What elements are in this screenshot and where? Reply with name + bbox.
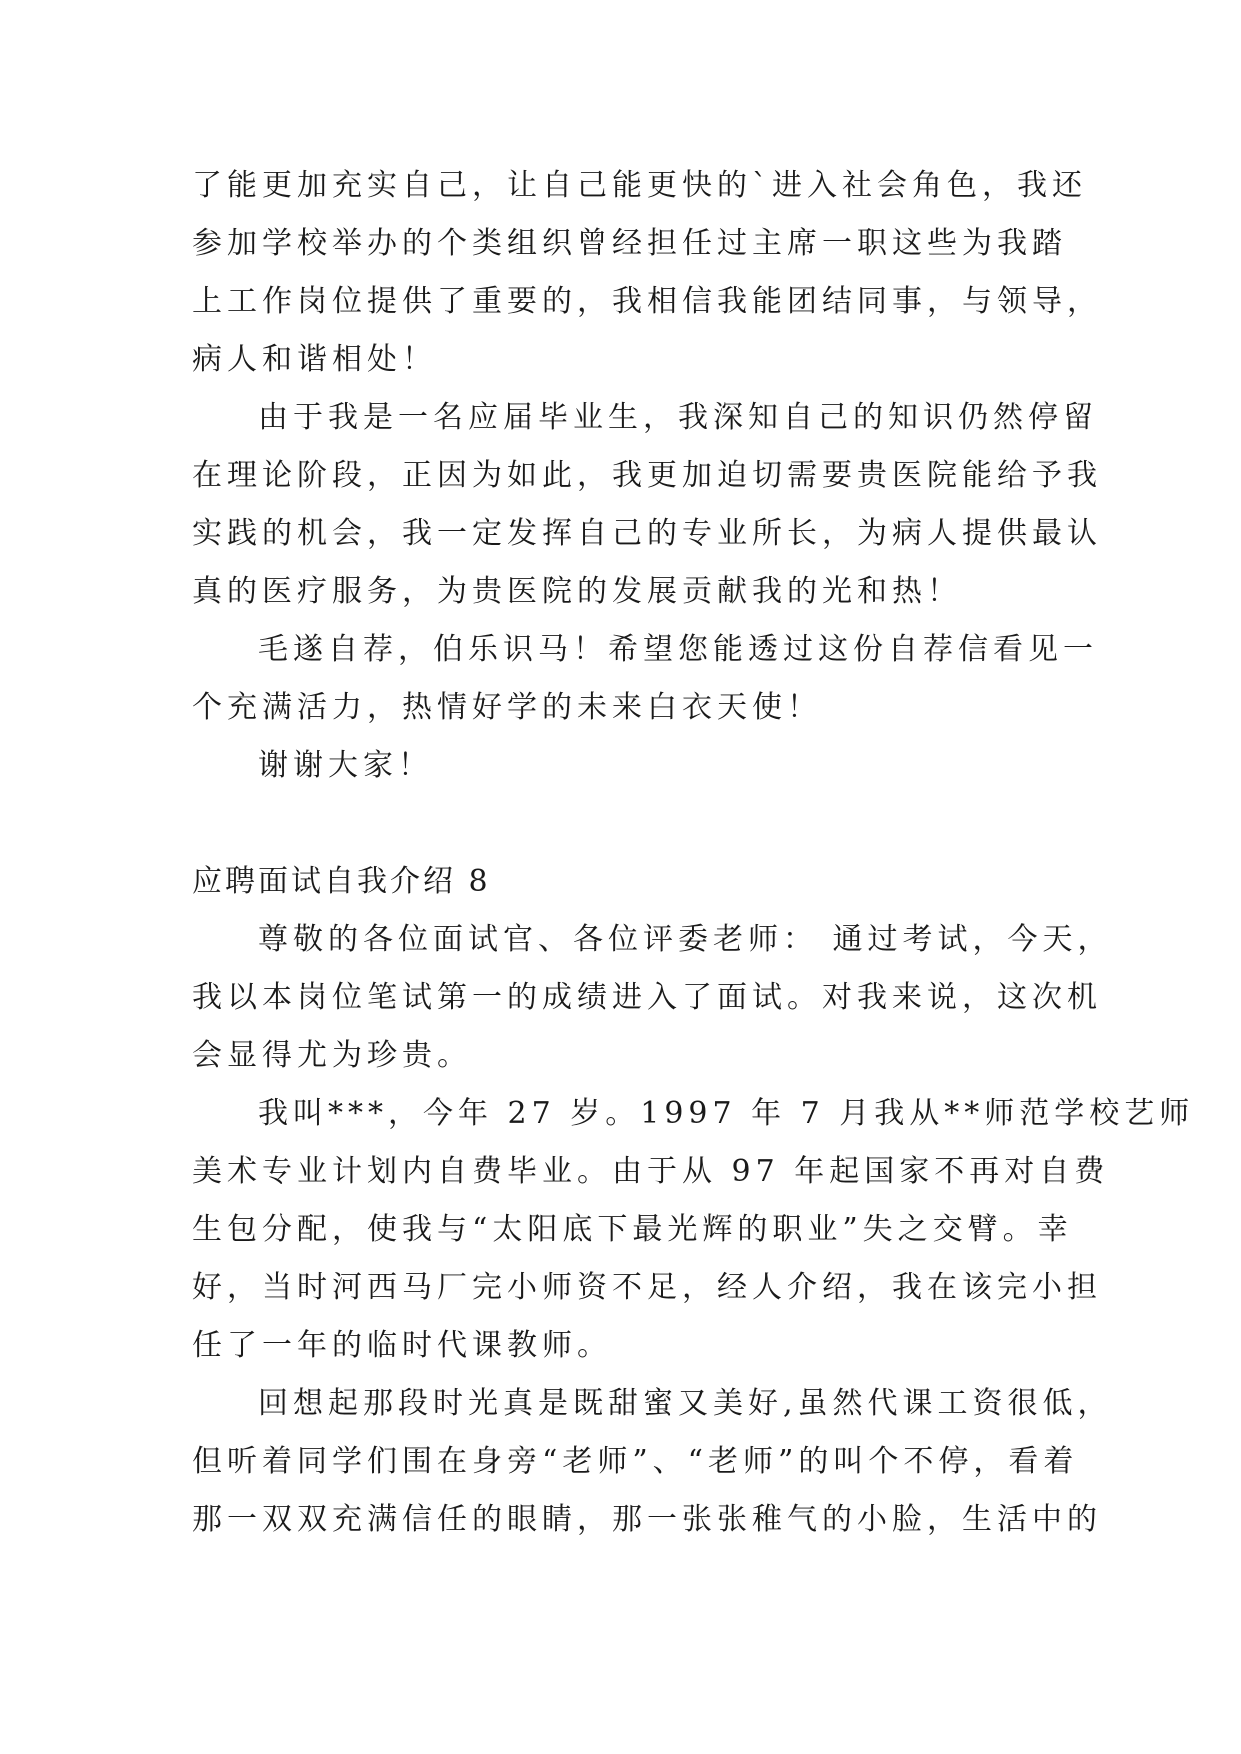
- text-line: 真的医疗服务，为贵医院的发展贡献我的光和热！: [192, 574, 962, 609]
- section-gap: [192, 795, 1072, 853]
- text-line: 由于我是一名应届毕业生，我深知自己的知识仍然停留: [258, 400, 1098, 435]
- text-line: 我以本岗位笔试第一的成绩进入了面试。对我来说，这次机: [192, 980, 1102, 1015]
- text-line: 尊敬的各位面试官、各位评委老师： 通过考试，今天，: [258, 922, 1113, 957]
- text-line: 谢谢大家！: [258, 748, 433, 783]
- text-line: 实践的机会，我一定发挥自己的专业所长，为病人提供最认: [192, 516, 1102, 551]
- text-line: 那一双双充满信任的眼睛，那一张张稚气的小脸，生活中的: [192, 1502, 1102, 1537]
- text-line: 毛遂自荐，伯乐识马！希望您能透过这份自荐信看见一: [258, 632, 1098, 667]
- text-line: 生包分配，使我与“太阳底下最光辉的职业”失之交臂。幸: [192, 1212, 1073, 1247]
- text-line: 上工作岗位提供了重要的，我相信我能团结同事，与领导，: [192, 284, 1102, 319]
- section-heading: 应聘面试自我介绍 8: [192, 864, 491, 899]
- paragraph-thanks: [192, 737, 1072, 795]
- document-page: [192, 157, 1195, 1549]
- paragraph-background: [192, 1085, 1195, 1375]
- text-line: 我叫***，今年 27 岁。1997 年 7 月我从**师范学校艺师: [258, 1096, 1195, 1131]
- paragraph-greeting: [192, 911, 1113, 1085]
- text-line: 回想起那段时光真是既甜蜜又美好,虽然代课工资很低，: [258, 1386, 1113, 1421]
- text-line: 个充满活力，热情好学的未来白衣天使！: [192, 690, 822, 725]
- paragraph-memories: [192, 1375, 1113, 1549]
- text-line: 美术专业计划内自费毕业。由于从 97 年起国家不再对自费: [192, 1154, 1110, 1189]
- text-line: 在理论阶段，正因为如此，我更加迫切需要贵医院能给予我: [192, 458, 1102, 493]
- paragraph-continued-intro: [192, 157, 1102, 389]
- paragraph-self-recommendation: [192, 621, 1098, 737]
- paragraph-fresh-graduate: [192, 389, 1102, 621]
- text-line: 会显得尤为珍贵。: [192, 1038, 472, 1073]
- text-line: 但听着同学们围在身旁“老师”、“老师”的叫个不停，看着: [192, 1444, 1079, 1479]
- text-line: 好，当时河西马厂完小师资不足，经人介绍，我在该完小担: [192, 1270, 1102, 1305]
- text-line: 了能更加充实自己，让自己能更快的`进入社会角色，我还: [192, 168, 1087, 203]
- text-line: 病人和谐相处！: [192, 342, 437, 377]
- text-line: 任了一年的临时代课教师。: [192, 1328, 612, 1363]
- text-line: 参加学校举办的个类组织曾经担任过主席一职这些为我踏: [192, 226, 1067, 261]
